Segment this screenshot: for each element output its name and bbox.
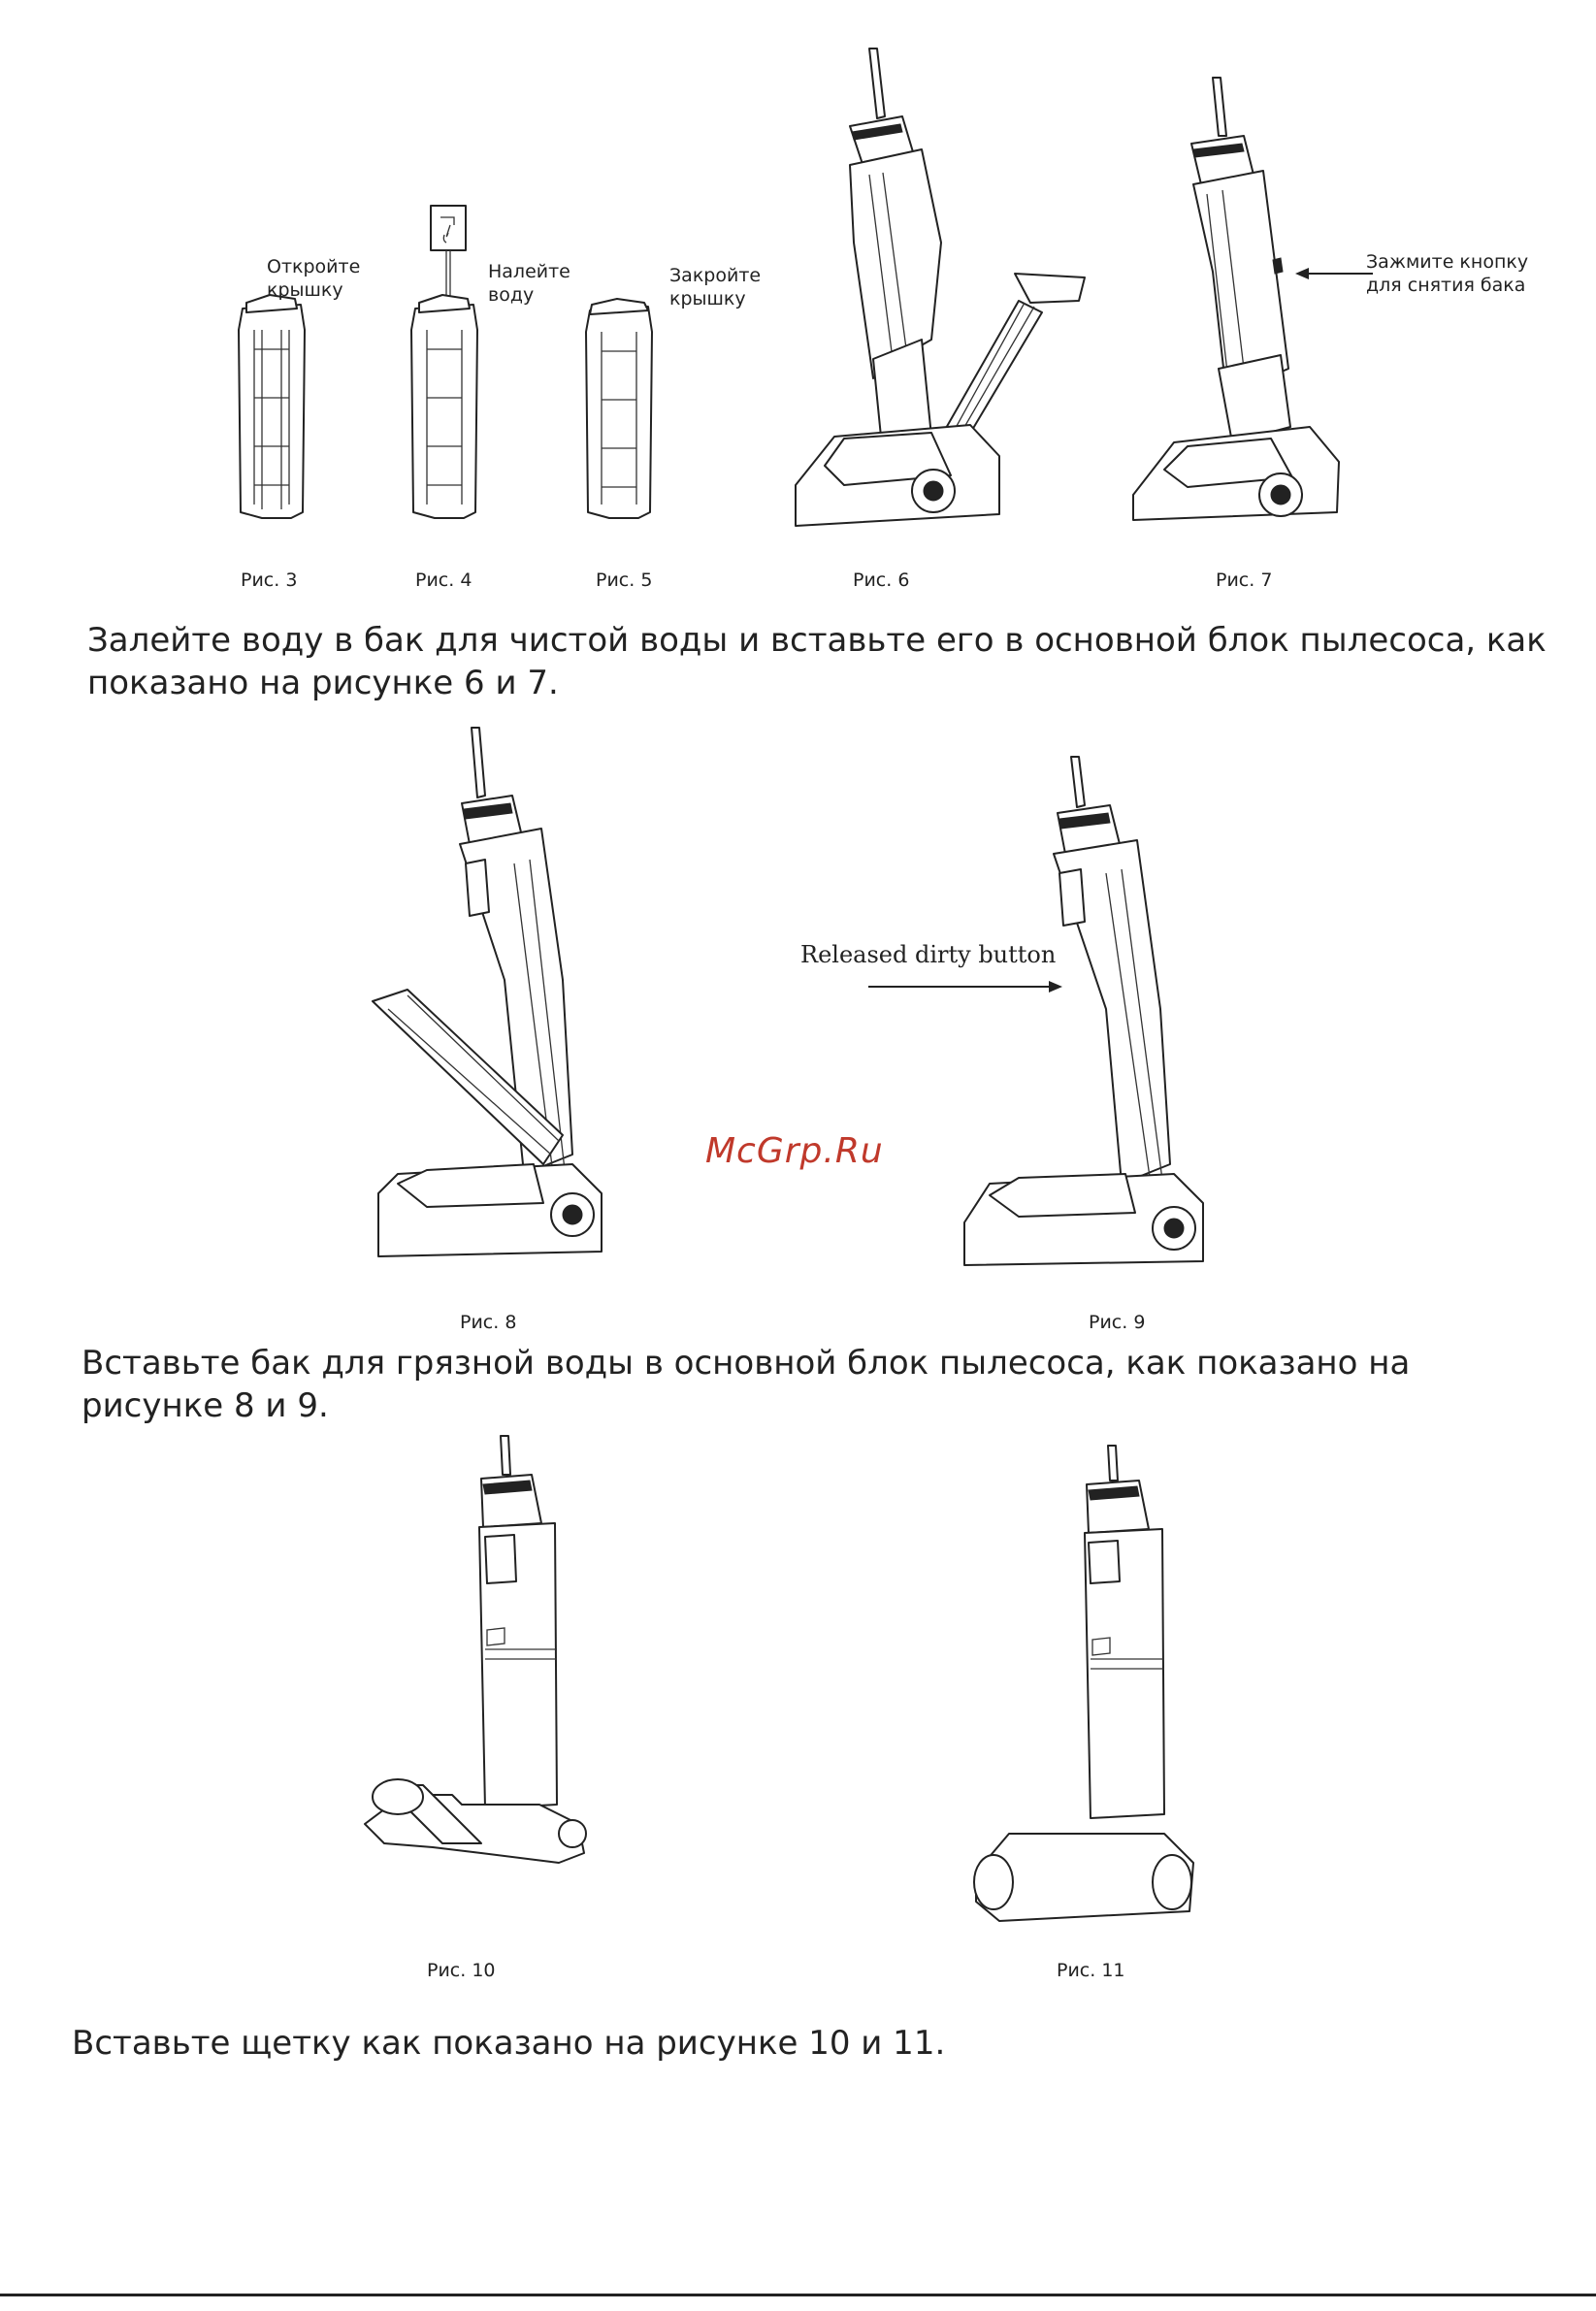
paragraph-dirty-water: Вставьте бак для грязной воды в основной блок пылесоса, как показано на рисунке 8 и 9. [81,1344,1411,1425]
vacuum-fig9-illustration [961,757,1213,1281]
caption-fig6: Рис. 6 [853,570,910,591]
caption-fig10: Рис. 10 [427,1960,496,1981]
close-lid-label: Закройте крышку [669,265,762,309]
caption-fig5: Рис. 5 [596,570,653,591]
caption-fig9: Рис. 9 [1089,1312,1146,1333]
caption-fig4: Рис. 4 [415,570,472,591]
page-bottom-rule [0,2294,1596,2296]
pour-water-label: Налейте воду [488,261,570,306]
vacuum-fig8-illustration [369,728,611,1281]
tank-fig4-illustration [406,204,493,524]
vacuum-fig7-illustration [1125,78,1368,534]
press-button-arrow [1295,267,1373,280]
watermark: McGrp.Ru [705,1131,884,1171]
vacuum-fig11-illustration [970,1446,1203,1940]
tank-fig3-illustration [233,291,310,524]
press-button-label: Зажмите кнопку для снятия бака [1366,251,1529,296]
caption-fig11: Рис. 11 [1057,1960,1125,1981]
caption-fig7: Рис. 7 [1216,570,1273,591]
paragraph-clean-water: Залейте воду в бак для чистой воды и вставьте его в основной блок пылесоса, как показано на рисунке 6 и 7. [87,621,1547,702]
vacuum-fig10-illustration [365,1436,598,1940]
open-lid-label: Откройте крышку [267,256,361,301]
caption-fig8: Рис. 8 [460,1312,517,1333]
caption-fig3: Рис. 3 [241,570,298,591]
tank-fig5-illustration [580,297,658,524]
paragraph-brush: Вставьте щетку как показано на рисунке 10 и 11. [72,2024,946,2063]
vacuum-fig6-illustration [776,49,1096,534]
released-dirty-button-label: Released dirty button [800,941,1057,968]
